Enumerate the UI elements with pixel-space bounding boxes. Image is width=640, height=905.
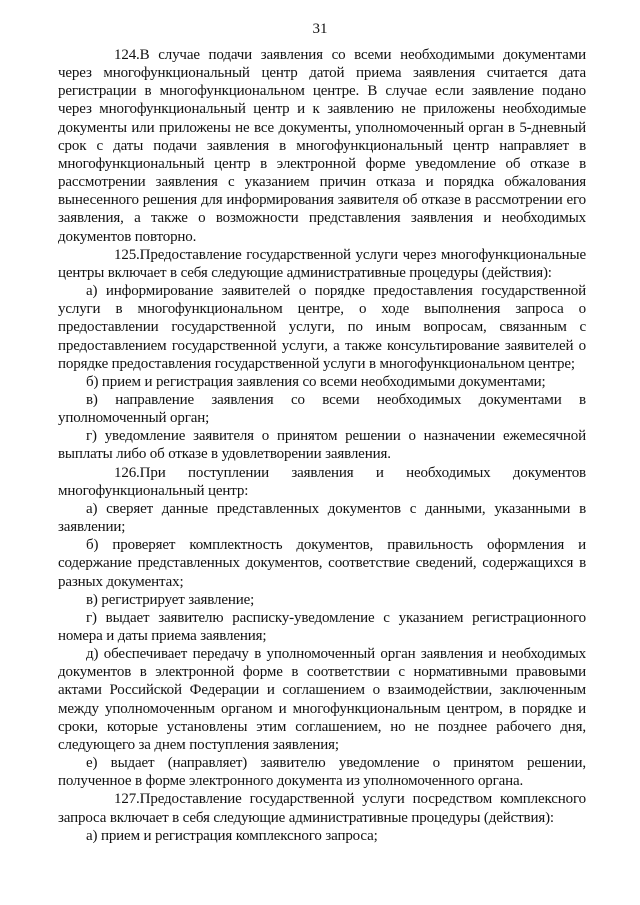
paragraph-text: д) обеспечивает передачу в уполномоченный орган заявления и необходимых документов в электронной форме в соответствии с нормативными правовыми актами Российской Федерации и соглашением о взаимодействии, заключенным между уполномоченным органом и многофункциональным центром, в порядке и сроки, которые установлены этим соглашением, но не позднее рабочего дня, следующего за днем поступления заявления; [58, 646, 586, 753]
paragraph-text: в) направление заявления со всеми необходимых документами в уполномоченный орган; [58, 391, 586, 427]
paragraph-number: 124. [114, 47, 140, 63]
list-item-126-g [58, 609, 586, 645]
page-number: 31 [312, 21, 328, 37]
list-item-125-b [58, 373, 586, 391]
paragraph-text: в) регистрирует заявление; [86, 591, 255, 608]
list-item-125-v [58, 391, 586, 427]
paragraph-number: 125. [114, 246, 140, 263]
list-item-126-a [58, 500, 586, 536]
paragraph-text: а) информирование заявителей о порядке предоставления государственной услуги в многофункциональном центре, о ходе выполнения запроса о предоставлении государственной услуги, по иным вопросам, связанным с предоставлением государственной услуги, а также консультирование заявителей о порядке предоставления государственной услуги в многофункциональном центре; [58, 283, 586, 372]
paragraph-124 [58, 46, 586, 246]
paragraph-text: г) уведомление заявителя о принятом решении о назначении ежемесячной выплаты либо об отказе в удовлетворении заявления. [58, 428, 586, 463]
paragraph-number: 127. [114, 791, 140, 808]
paragraph-126 [58, 464, 586, 500]
paragraph-text: При поступлении заявления и необходимых документов многофункциональный центр: [58, 464, 586, 499]
list-item-125-g [58, 427, 586, 463]
paragraph-text: г) выдает заявителю расписку-уведомление с указанием регистрационного номера и даты приема заявления; [58, 609, 586, 644]
document-body [58, 46, 586, 845]
paragraph-text: б) проверяет комплектность документов, правильность оформления и содержание представленных документов, соответствие сведений, содержащихся в разных документах; [58, 537, 586, 590]
paragraph-text: а) прием и регистрация комплексного запроса; [86, 827, 378, 844]
paragraph-text: Предоставление государственной услуги через многофункциональные центры включает в себя следующие административные процедуры (действия): [58, 246, 586, 281]
paragraph-number: 126. [114, 464, 140, 481]
list-item-126-v [58, 591, 586, 609]
paragraph-text: Предоставление государственной услуги посредством комплексного запроса включает в себя следующие административные процедуры (действия): [58, 791, 586, 826]
list-item-126-b [58, 536, 586, 590]
list-item-125-a [58, 282, 586, 373]
paragraph-text: б) прием и регистрация заявления со всеми необходимыми документами; [86, 373, 546, 390]
paragraph-text: е) выдает (направляет) заявителю уведомление о принятом решении, полученное в форме электронного документа из уполномоченного органа. [58, 755, 586, 790]
paragraph-text: В случае подачи заявления со всеми необходимыми документами через многофункциональный центр датой приема заявления считается дата регистрации в многофункциональном центре. В случае если заявление подано через многофункциональный центр и к заявлению не приложены необходимые документы или приложены не все документы, уполномоченный орган в 5-дневный срок с даты подачи заявления в многофункциональный центр направляет в многофункциональный центр в электронной форме уведомление об отказе в рассмотрении заявления с указанием причин отказа и порядка обжалования вынесенного решения для информирования заявителя об отказе в рассмотрении его заявления, а также о возможности представления заявления и необходимых документов повторно. [58, 47, 586, 245]
paragraph-127 [58, 790, 586, 826]
list-item-127-a [58, 827, 586, 845]
list-item-126-d [58, 645, 586, 754]
list-item-126-e [58, 754, 586, 790]
paragraph-125 [58, 246, 586, 282]
paragraph-text: а) сверяет данные представленных документов с данными, указанными в заявлении; [58, 500, 586, 536]
